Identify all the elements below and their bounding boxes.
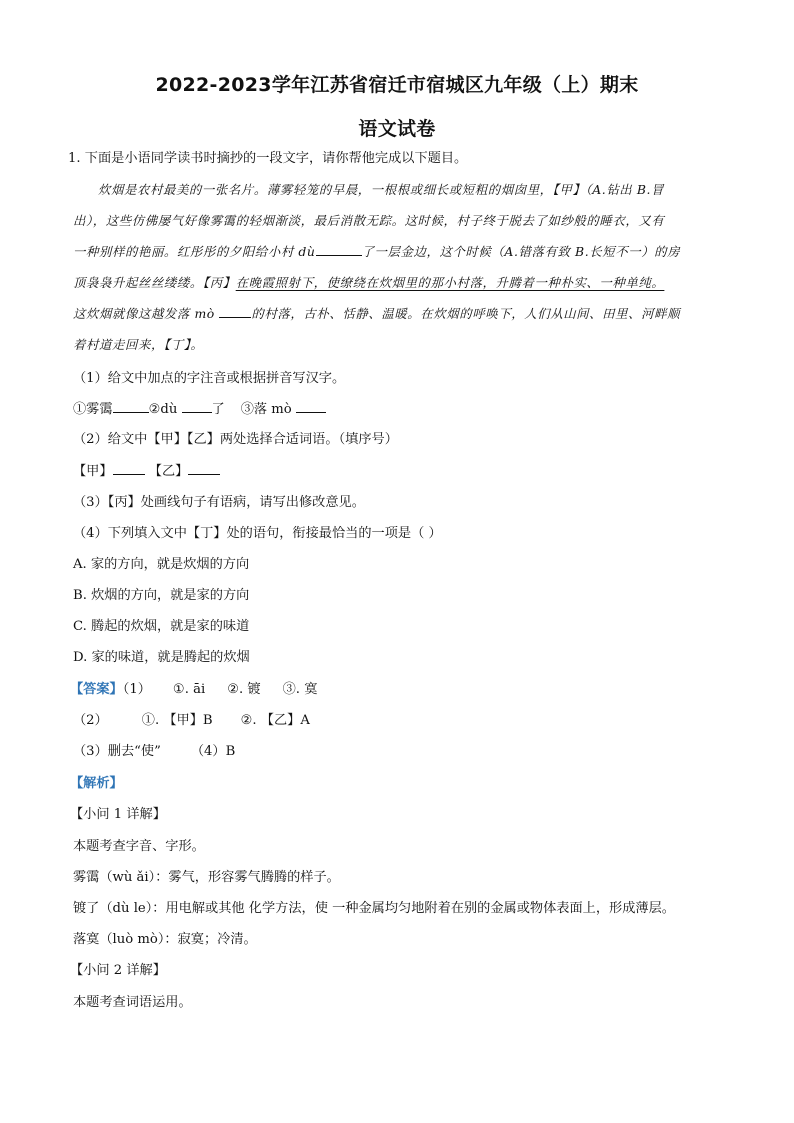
answer-row-3 bbox=[73, 743, 235, 761]
document-subtitle: 语文试卷 bbox=[358, 118, 436, 140]
answer-text: （3）删去“使” bbox=[73, 744, 161, 759]
answer-text: （2） bbox=[73, 713, 108, 728]
sub-question-2-items bbox=[73, 462, 220, 481]
answer-label: 【答案】 bbox=[70, 682, 123, 697]
analysis-text: 镀了（dù le）：用电解或其他 化学方法，使 一种金属均匀地附着在别的金属或物体表面上，形成薄层。 bbox=[73, 901, 675, 916]
answer-row-1 bbox=[70, 681, 317, 699]
passage-text: 这炊烟就像这越发落 mò bbox=[73, 306, 215, 321]
passage-line-1: 炊烟是农村最美的一张名片。薄雾轻笼的早晨，一根根或细长或短粗的烟囱里，【甲】（A.钻出 B.冒 bbox=[98, 182, 665, 197]
option-c: C. 腾起的炊烟，就是家的味道 bbox=[73, 619, 250, 634]
passage-text: 一种别样的艳丽。红彤彤的夕阳给小村 dù bbox=[73, 244, 316, 259]
answer-text: ②. 镀 bbox=[227, 682, 261, 697]
answer-text: ①. 【甲】B bbox=[141, 713, 213, 728]
answer-text: ②. 【乙】A bbox=[240, 713, 310, 728]
analysis-text: 雾霭（wù ǎi）：雾气，形容雾气腾腾的样子。 bbox=[73, 870, 340, 885]
analysis-section-2: 【小问 2 详解】 bbox=[70, 963, 166, 978]
item-text: ③落 mò bbox=[240, 402, 292, 417]
item-text: 【甲】 bbox=[73, 464, 113, 479]
sub-question-2: （2）给文中【甲】【乙】两处选择合适词语。（填序号） bbox=[73, 432, 398, 447]
analysis-text: 落寞（luò mò）：寂寞；冷清。 bbox=[73, 932, 257, 947]
answer-text: ③. 寞 bbox=[282, 682, 318, 697]
document-title: 2022-2023学年江苏省宿迁市宿城区九年级（上）期末 bbox=[155, 74, 639, 96]
passage-line-6: 着村道走回来，【丁】。 bbox=[73, 337, 204, 352]
item-text: ②dù bbox=[148, 402, 178, 417]
answer-blank bbox=[219, 305, 251, 318]
item-text: 【乙】 bbox=[148, 464, 189, 479]
answer-blank bbox=[182, 400, 212, 413]
passage-line-5 bbox=[73, 305, 680, 323]
answer-blank bbox=[188, 462, 220, 475]
sub-question-3: （3）【丙】处画线句子有语病，请写出修改意见。 bbox=[73, 495, 365, 510]
answer-blank bbox=[113, 462, 145, 475]
passage-line-4 bbox=[73, 274, 664, 292]
passage-line-3 bbox=[73, 243, 680, 261]
answer-blank bbox=[316, 243, 362, 256]
option-d: D. 家的味道，就是腾起的炊烟 bbox=[73, 650, 250, 665]
passage-line-2: 出），这些仿佛屡气好像雾霭的轻烟渐淡，最后消散无踪。这时候，村子终于脱去了如纱般的睡衣，又有 bbox=[73, 213, 665, 228]
answer-text: （4）B bbox=[190, 744, 236, 759]
answer-text: ①. āi bbox=[172, 682, 206, 697]
option-a: A. 家的方向，就是炊烟的方向 bbox=[73, 557, 250, 572]
answer-blank bbox=[296, 400, 326, 413]
sub-question-1: （1）给文中加点的字注音或根据拼音写汉字。 bbox=[73, 371, 346, 386]
passage-text: 了一层金边，这个时候（A.错落有致 B.长短不一）的房 bbox=[361, 244, 681, 259]
option-b: B. 炊烟的方向，就是家的方向 bbox=[73, 588, 250, 603]
answer-row-2 bbox=[73, 712, 310, 730]
analysis-section-1: 【小问 1 详解】 bbox=[70, 807, 166, 822]
question-stem: 1. 下面是小语同学读书时摘抄的一段文字，请你帮他完成以下题目。 bbox=[68, 151, 468, 166]
item-text: 了 bbox=[211, 402, 225, 417]
analysis-label: 【解析】 bbox=[70, 776, 123, 791]
sub-question-1-items bbox=[73, 400, 326, 419]
passage-text: 顶袅袅升起丝丝缕缕。【丙】 bbox=[73, 275, 236, 290]
analysis-text: 本题考查词语运用。 bbox=[73, 995, 192, 1010]
sub-question-4: （4）下列填入文中【丁】处的语句，衔接最恰当的一项是（ ） bbox=[73, 526, 442, 541]
passage-text: 的村落，古朴、恬静、温暖。在炊烟的呼唤下，人们从山间、田里、河畔顺 bbox=[251, 306, 681, 321]
item-text: ①雾霭 bbox=[73, 402, 113, 417]
answer-text: （1） bbox=[122, 682, 151, 697]
underlined-sentence: 在晚霞照射下，使缭绕在炊烟里的那小村落，升腾着一种朴实、一种单纯。 bbox=[235, 275, 665, 290]
answer-blank bbox=[113, 400, 149, 413]
analysis-text: 本题考查字音、字形。 bbox=[73, 839, 205, 854]
